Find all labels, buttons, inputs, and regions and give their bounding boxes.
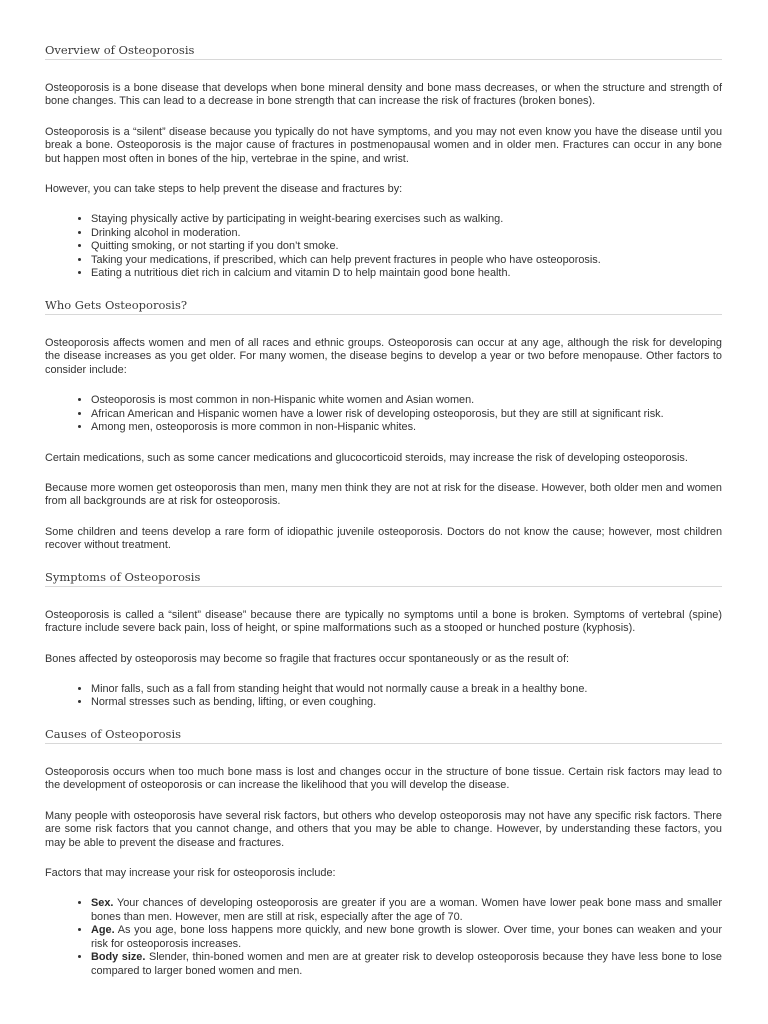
section-heading-symptoms: Symptoms of Osteoporosis bbox=[45, 570, 722, 587]
risk-factor-text: Slender, thin-boned women and men are at greater risk to develop osteoporosis because they have less bone to lose compared to larger boned women and men. bbox=[91, 951, 722, 977]
paragraph: Osteoporosis is a bone disease that develops when bone mineral density and bone mass decreases, or when the structure and strength of bone changes. This can lead to a decrease in bone strength that can increase the risk of fractures (broken bones). bbox=[45, 82, 722, 108]
paragraph: Osteoporosis is called a “silent” disease” because there are typically no symptoms until a bone is broken. Symptoms of vertebral (spine) fracture include severe back pain, loss of height, or spine malformations such as a stooped or hunched posture (kyphosis). bbox=[45, 608, 722, 635]
list-item bbox=[91, 897, 722, 924]
risk-factor-term: Sex. bbox=[91, 897, 114, 910]
list-item bbox=[91, 924, 722, 951]
section-heading-causes: Causes of Osteoporosis bbox=[45, 727, 722, 744]
list-item: • Taking your medications, if prescribed, which can help prevent fractures in people who have osteoporosis. bbox=[91, 254, 722, 268]
paragraph: Bones affected by osteoporosis may become so fragile that fractures occur spontaneously or as the result of: bbox=[45, 652, 570, 665]
list-item: • Drinking alcohol in moderation. bbox=[91, 227, 722, 241]
list-item: • African American and Hispanic women have a lower risk of developing osteoporosis, but they are still at significant risk. bbox=[91, 408, 722, 422]
list-item: • Osteoporosis is most common in non-Hispanic white women and Asian women. bbox=[91, 394, 722, 408]
list-item: • Among men, osteoporosis is more common in non-Hispanic whites. bbox=[91, 421, 722, 435]
paragraph: Osteoporosis occurs when too much bone mass is lost and changes occur in the structure of bone tissue. Certain risk factors may lead to the development of osteoporosis or can increase the likelihood that you will develop the disease. bbox=[45, 765, 722, 792]
list-item: • Eating a nutritious diet rich in calcium and vitamin D to help maintain good bone health. bbox=[91, 267, 722, 281]
list-item: • Minor falls, such as a fall from standing height that would not normally cause a break in a healthy bone. bbox=[91, 683, 722, 697]
risk-factor-term: Age. bbox=[91, 924, 115, 937]
document-content bbox=[45, 43, 722, 995]
section-heading-who-gets: Who Gets Osteoporosis? bbox=[45, 298, 722, 315]
risk-factor-text: As you age, bone loss happens more quickly, and new bone growth is slower. Over time, your bones can weaken and your risk for osteoporosis increases. bbox=[91, 924, 722, 950]
paragraph: However, you can take steps to help prevent the disease and fractures by: bbox=[45, 183, 403, 196]
paragraph: Factors that may increase your risk for osteoporosis include: bbox=[45, 866, 336, 879]
risk-factors-list bbox=[45, 897, 722, 978]
paragraph: Osteoporosis affects women and men of all races and ethnic groups. Osteoporosis can occur at any age, although the risk for developing the disease increases as you get older. For many women, the disease begins to develop a year or two before menopause. Other factors to consider include: bbox=[45, 336, 722, 376]
list-item: • Quitting smoking, or not starting if you don’t smoke. bbox=[91, 240, 722, 254]
fracture-causes-list bbox=[45, 683, 722, 710]
list-item: • Staying physically active by participating in weight-bearing exercises such as walking. bbox=[91, 213, 722, 227]
risk-factor-text: Your chances of developing osteoporosis are greater if you are a woman. Women have lower peak bone mass and smaller bones than men. However, men are still at risk, especially after the age of 70. bbox=[91, 897, 722, 923]
risk-groups-list bbox=[45, 394, 722, 435]
paragraph: Some children and teens develop a rare form of idiopathic juvenile osteoporosis. Doctors do not know the cause; however, most children recover without treatment. bbox=[45, 525, 722, 552]
paragraph: Osteoporosis is a “silent” disease because you typically do not have symptoms, and you may not even know you have the disease until you break a bone. Osteoporosis is the major cause of fractures in postmenopausal women and in older men. Fractures can occur in any bone but happen most often in bones of the hip, vertebrae in the spine, and wrist. bbox=[45, 125, 722, 165]
paragraph: Because more women get osteoporosis than men, many men think they are not at risk for the disease. However, both older men and women from all backgrounds are at risk for osteoporosis. bbox=[45, 482, 722, 508]
list-item bbox=[91, 951, 722, 978]
section-heading-overview: Overview of Osteoporosis bbox=[45, 43, 722, 60]
paragraph: Many people with osteoporosis have several risk factors, but others who develop osteoporosis may not have any specific risk factors. There are some risk factors that you cannot change, and others that you may be able to change. However, by understanding these factors, you may be able to prevent the disease and fractures. bbox=[45, 809, 722, 849]
risk-factor-term: Body size. bbox=[91, 951, 146, 964]
list-item: • Normal stresses such as bending, lifting, or even coughing. bbox=[91, 696, 722, 710]
paragraph: Certain medications, such as some cancer medications and glucocorticoid steroids, may increase the risk of developing osteoporosis. bbox=[45, 451, 688, 464]
prevention-list bbox=[45, 213, 722, 281]
